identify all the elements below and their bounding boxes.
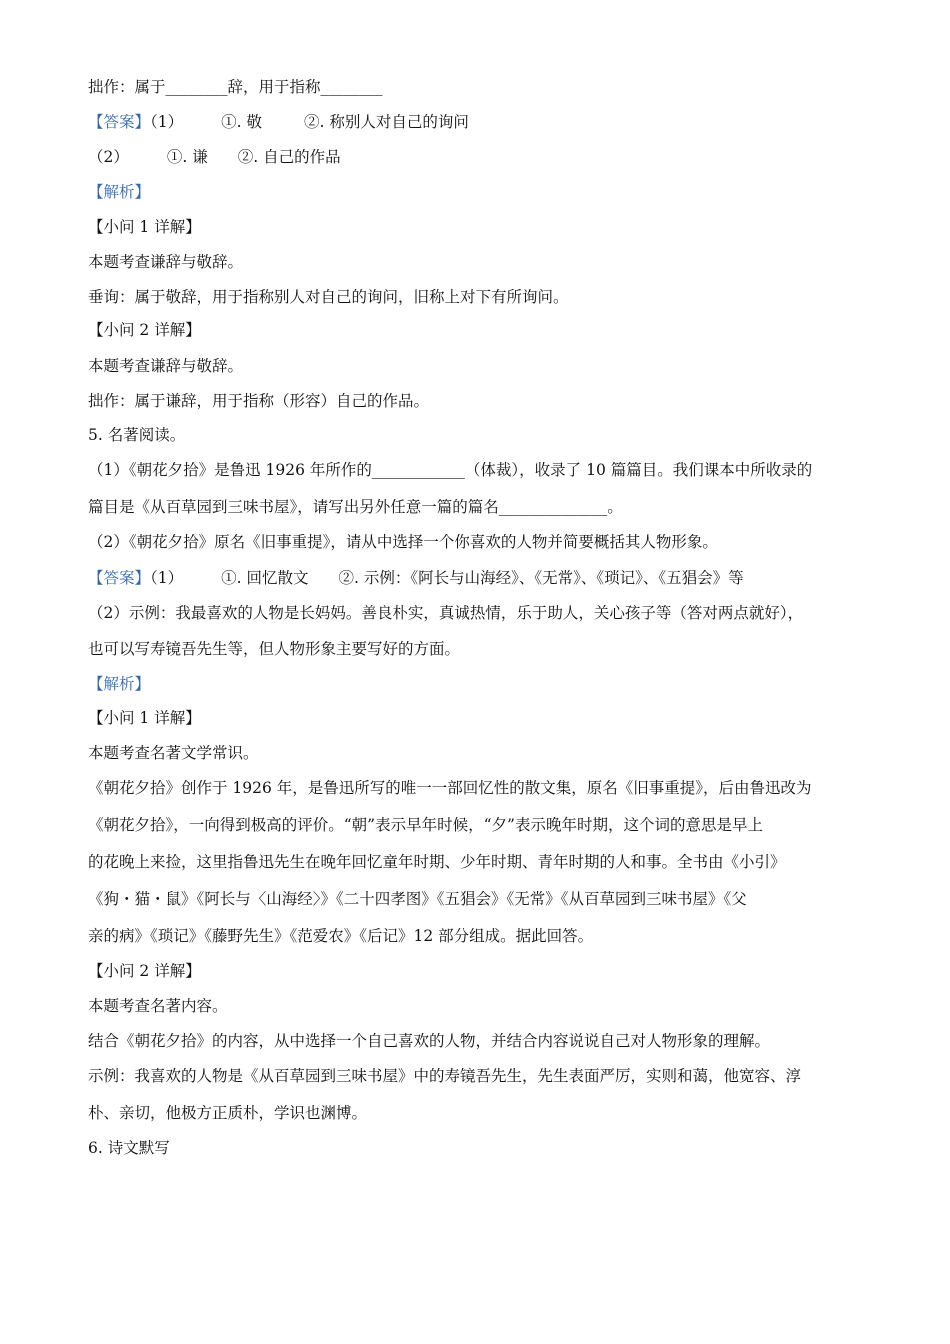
answer-line bbox=[88, 147, 341, 167]
paragraph: 亲的病》《琐记》《藤野先生》《范爱农》《后记》12 部分组成。据此回答。 bbox=[88, 927, 594, 945]
answer-line bbox=[88, 568, 744, 588]
paragraph: 本题考查谦辞与敬辞。 bbox=[88, 357, 244, 375]
sub-question-heading: 【小问 1 详解】 bbox=[88, 218, 201, 236]
answer-item: ①. 回忆散文 bbox=[221, 569, 309, 587]
answer-item: ②. 示例：《阿长与山海经》、《无常》、《琐记》、《五猖会》等 bbox=[338, 569, 744, 587]
answer-item: ②. 称别人对自己的询问 bbox=[304, 113, 469, 131]
answer-number: （1） bbox=[150, 569, 184, 587]
sub-question-heading: 【小问 1 详解】 bbox=[88, 709, 201, 727]
paragraph: 本题考查名著文学常识。 bbox=[88, 744, 259, 762]
paragraph: 《朝花夕拾》，一向得到极高的评价。“朝”表示早年时候，“夕”表示晚年时期，这个词的意思是早上 bbox=[88, 816, 763, 834]
answer-line bbox=[88, 112, 469, 132]
paragraph: 本题考查名著内容。 bbox=[88, 997, 228, 1015]
paragraph: 《狗・猫・鼠》《阿长与〈山海经〉》《二十四孝图》《五猖会》《无常》《从百草园到三味书屋》《父 bbox=[88, 890, 747, 908]
answer-text: （2）示例：我最喜欢的人物是长妈妈。善良朴实，真诚热情，乐于助人，关心孩子等（答对两点就好）， bbox=[88, 604, 804, 622]
answer-item: ②. 自己的作品 bbox=[237, 148, 341, 166]
answer-tag: 【答案】 bbox=[88, 569, 151, 587]
answer-number: （1） bbox=[150, 113, 184, 131]
analysis-tag: 【解析】 bbox=[88, 675, 151, 693]
paragraph: 本题考查谦辞与敬辞。 bbox=[88, 253, 244, 271]
sub-question-heading: 【小问 2 详解】 bbox=[88, 962, 201, 980]
question-heading: 5. 名著阅读。 bbox=[88, 426, 186, 444]
paragraph: 拙作：属于谦辞，用于指称（形容）自己的作品。 bbox=[88, 392, 430, 410]
sub-question-heading: 【小问 2 详解】 bbox=[88, 321, 201, 339]
answer-text: 也可以写寿镜吾先生等，但人物形象主要写好的方面。 bbox=[88, 640, 461, 658]
question-text: （1）《朝花夕拾》是鲁迅 1926 年所作的____________（体裁），收录了 10 篇篇目。我们课本中所收录的 bbox=[88, 461, 813, 479]
paragraph: 垂询：属于敬辞，用于指称别人对自己的询问，旧称上对下有所询问。 bbox=[88, 288, 569, 306]
answer-number: （2） bbox=[88, 148, 129, 166]
paragraph: 《朝花夕拾》创作于 1926 年，是鲁迅所写的唯一一部回忆性的散文集，原名《旧事重提》，后由鲁迅改为 bbox=[88, 779, 812, 797]
paragraph: 示例：我喜欢的人物是《从百草园到三味书屋》中的寿镜吾先生，先生表面严厉，实则和蔼，他宽容、淳 bbox=[88, 1067, 802, 1085]
question-text: （2）《朝花夕拾》原名《旧事重提》，请从中选择一个你喜欢的人物并简要概括其人物形象。 bbox=[88, 533, 718, 551]
analysis-tag: 【解析】 bbox=[88, 183, 151, 201]
paragraph: 的花晚上来捡，这里指鲁迅先生在晚年回忆童年时期、少年时期、青年时期的人和事。全书由《小引》 bbox=[88, 853, 786, 871]
answer-item: ①. 谦 bbox=[166, 148, 208, 166]
question-text: 篇目是《从百草园到三味书屋》，请写出另外任意一篇的篇名______________。 bbox=[88, 498, 623, 516]
fill-blank-line: 拙作：属于________辞，用于指称________ bbox=[88, 78, 383, 96]
answer-item: ①. 敬 bbox=[221, 113, 262, 131]
paragraph: 结合《朝花夕拾》的内容，从中选择一个自己喜欢的人物，并结合内容说说自己对人物形象的理解。 bbox=[88, 1032, 771, 1050]
answer-tag: 【答案】 bbox=[88, 113, 151, 131]
question-heading: 6. 诗文默写 bbox=[88, 1139, 170, 1157]
paragraph: 朴、亲切，他极方正质朴，学识也渊博。 bbox=[88, 1104, 368, 1122]
